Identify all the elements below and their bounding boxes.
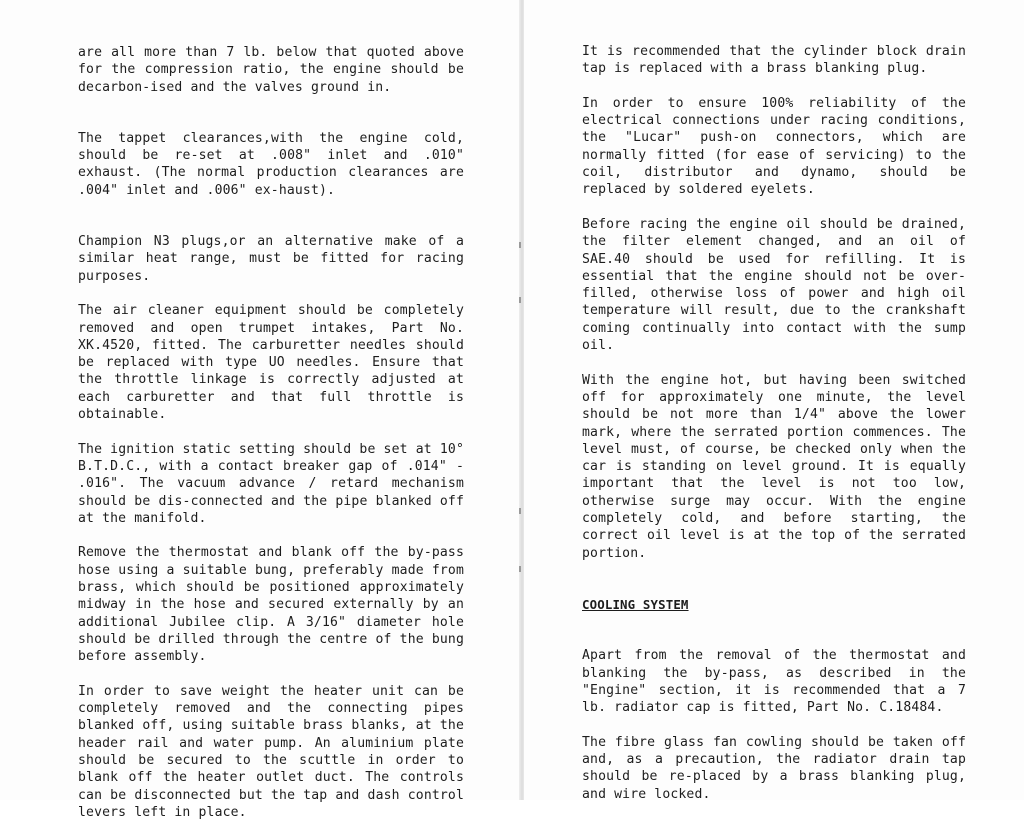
paragraph-heater: In order to save weight the heater unit can be completely removed and the connecting pipes blanked off, using suitable brass blanks, at the header rail and water pump. An aluminium plate should be secured to the scuttle in order to blank off the heater outlet duct. The controls can be disconnected but the tap and dash control levers left in place.	[78, 683, 464, 820]
right-page	[524, 0, 1024, 800]
left-text-column	[78, 44, 464, 838]
paragraph-radiator-cap: Apart from the removal of the thermostat and blanking the by-pass, as described in the "Engine" section, it is recommended that a 7 lb. radiator cap is fitted, Part No. C.18484.	[582, 648, 966, 716]
paragraph-plugs: Champion N3 plugs,or an alternative make of a similar heat range, must be fitted for racing purposes.	[78, 234, 464, 284]
paragraph-air-cleaner: The air cleaner equipment should be completely removed and open trumpet intakes, Part No. XK.4520, fitted. The carburetter needles should be replaced with type UO needles. Ensure that the throttle linkage is correctly adjusted at each carburetter and that full throttle is obtainable.	[78, 303, 464, 423]
right-text-column	[582, 43, 966, 820]
binding-mark	[519, 566, 521, 572]
paragraph-fan-cowling: The fibre glass fan cowling should be taken off and, as a precaution, the radiator drain tap should be re-placed by a brass blanking plug, and wire locked.	[582, 734, 966, 802]
paragraph-engine-oil: Before racing the engine oil should be drained, the filter element changed, and an oil of SAE.40 should be used for refilling. It is essential that the engine should not be over-filled, otherwise loss of power and high oil temperature will result, due to the crankshaft coming continually into contact with the sump oil.	[582, 216, 966, 354]
binding-mark	[519, 297, 521, 303]
left-page	[0, 0, 520, 820]
binding-mark	[519, 508, 521, 514]
paragraph-thermostat: Remove the thermostat and blank off the by-pass hose using a suitable bung, preferably made from brass, which should be positioned approximately midway in the hose and secured externally by an additional Jubilee clip. A 3/16" diameter hole should be drilled through the centre of the bung before assembly.	[78, 545, 464, 665]
paragraph-drain-tap: It is recommended that the cylinder block drain tap is replaced with a brass blanking plug.	[582, 44, 966, 77]
binding-mark	[519, 242, 521, 248]
paragraph-tappet-clearances: The tappet clearances,with the engine cold, should be re-set at .008" inlet and .010" exhaust. (The normal production clearances are .004" inlet and .006" ex-haust).	[78, 130, 464, 198]
paragraph-compression: are all more than 7 lb. below that quoted above for the compression ratio, the engine should be decarbon-ised and the valves ground in.	[78, 45, 464, 95]
paragraph-oil-level: With the engine hot, but having been switched off for approximately one minute, the level should be not more than 1/4" above the lower mark, where the serrated portion commences. The level must, of course, be checked only when the car is standing on level ground. It is equally important that the level is not too low, otherwise surge may occur. With the engine completely cold, and before starting, the correct oil level is at the top of the serrated portion.	[582, 372, 966, 561]
paragraph-electrical: In order to ensure 100% reliability of the electrical connections under racing conditions, the "Lucar" push-on connectors, which are normally fitted (for ease of servicing) to the coil, distributor and dynamo, should be replaced by soldered eyelets.	[582, 95, 966, 198]
section-heading-cooling-system: COOLING SYSTEM	[582, 596, 689, 612]
paragraph-ignition: The ignition static setting should be set at 10° B.T.D.C., with a contact breaker gap of .014" - .016". The vacuum advance / retard mechanism should be dis-connected and the pipe blanked off at the manifold.	[78, 441, 464, 526]
